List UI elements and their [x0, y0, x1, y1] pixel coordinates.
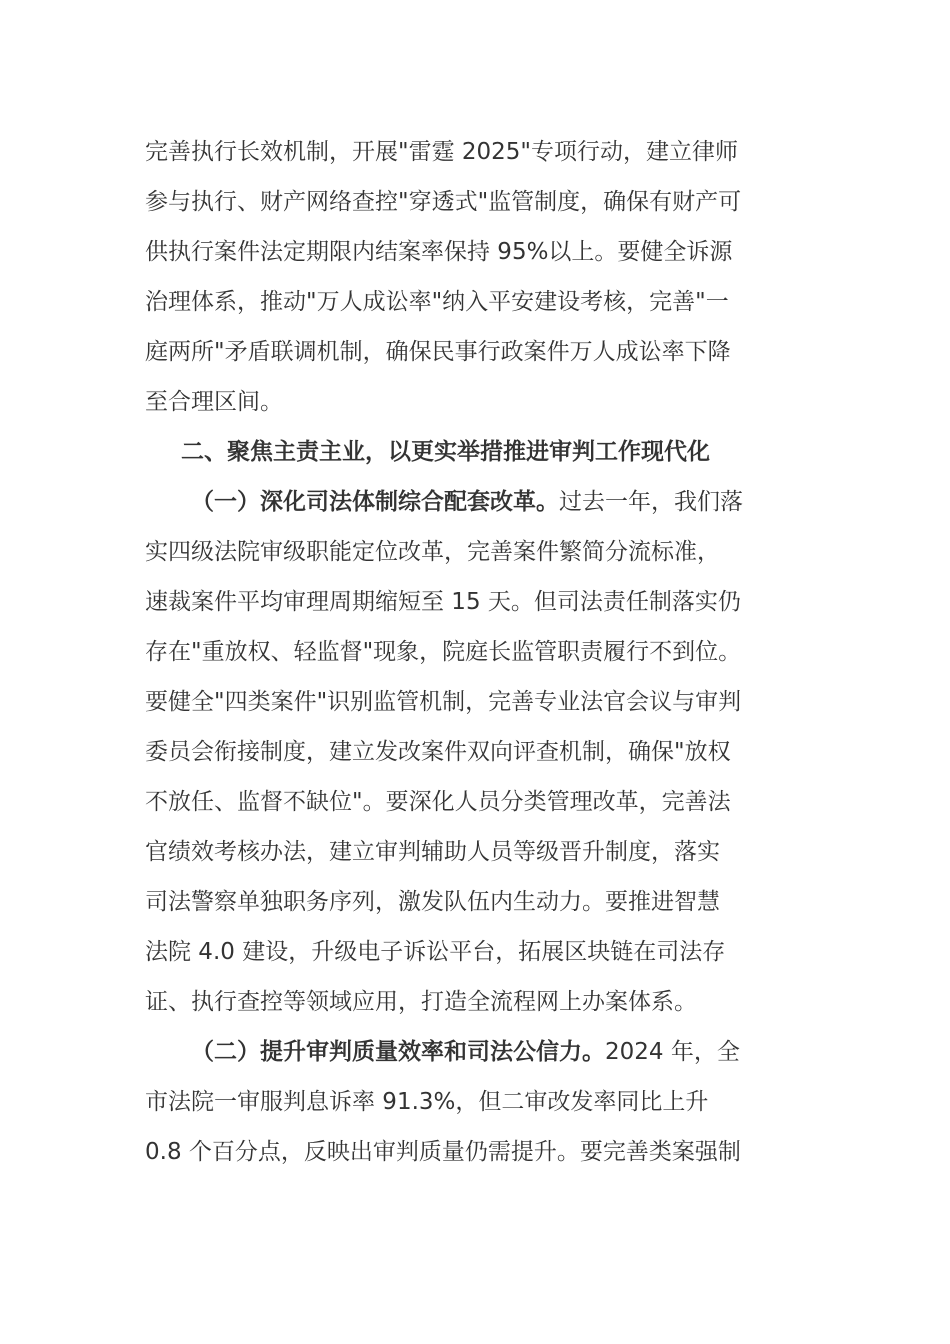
- body-line: 完善执行长效机制，开展"雷霆 2025"专项行动，建立律师: [145, 139, 739, 165]
- body-line: 存在"重放权、轻监督"现象，院庭长监管职责履行不到位。: [145, 639, 742, 665]
- body-line: 速裁案件平均审理周期缩短至 15 天。但司法责任制落实仍: [145, 589, 741, 615]
- body-line: 0.8 个百分点，反映出审判质量仍需提升。要完善类案强制: [145, 1139, 741, 1165]
- body-line: 不放任、监督不缺位"。要深化人员分类管理改革，完善法: [145, 789, 731, 815]
- body-line: 委员会衔接制度，建立发改案件双向评查机制，确保"放权: [145, 739, 731, 765]
- body-line: 参与执行、财产网络查控"穿透式"监管制度，确保有财产可: [145, 189, 742, 215]
- body-line: 庭两所"矛盾联调机制，确保民事行政案件万人成讼率下降: [145, 339, 731, 365]
- subsection-first-line: [145, 1027, 810, 1077]
- body-line: 要健全"四类案件"识别监管机制，完善专业法官会议与审判: [145, 689, 742, 715]
- subsection-heading: （二）提升审判质量效率和司法公信力。: [191, 1039, 605, 1065]
- body-line: 司法警察单独职务序列，激发队伍内生动力。要推进智慧: [145, 889, 720, 915]
- body-line: 证、执行查控等领域应用，打造全流程网上办案体系。: [145, 989, 697, 1015]
- body-line: 市法院一审服判息诉率 91.3%，但二审改发率同比上升: [145, 1089, 709, 1115]
- body-line: 官绩效考核办法，建立审判辅助人员等级晋升制度，落实: [145, 839, 720, 865]
- subsection-text: 2024 年，全: [605, 1039, 740, 1065]
- section-heading: 二、聚焦主责主业，以更实举措推进审判工作现代化: [181, 439, 710, 465]
- body-line: 实四级法院审级职能定位改革，完善案件繁简分流标准，: [145, 539, 720, 565]
- body-line: 供执行案件法定期限内结案率保持 95%以上。要健全诉源: [145, 239, 733, 265]
- body-line: 治理体系，推动"万人成讼率"纳入平安建设考核，完善"一: [145, 289, 729, 315]
- subsection-first-line: [145, 477, 810, 527]
- subsection-text: 过去一年，我们落: [559, 489, 743, 515]
- subsection-heading: （一）深化司法体制综合配套改革。: [191, 489, 559, 515]
- body-line: 至合理区间。: [145, 389, 283, 415]
- document-body: [145, 127, 810, 1177]
- body-line: 法院 4.0 建设，升级电子诉讼平台，拓展区块链在司法存: [145, 939, 726, 965]
